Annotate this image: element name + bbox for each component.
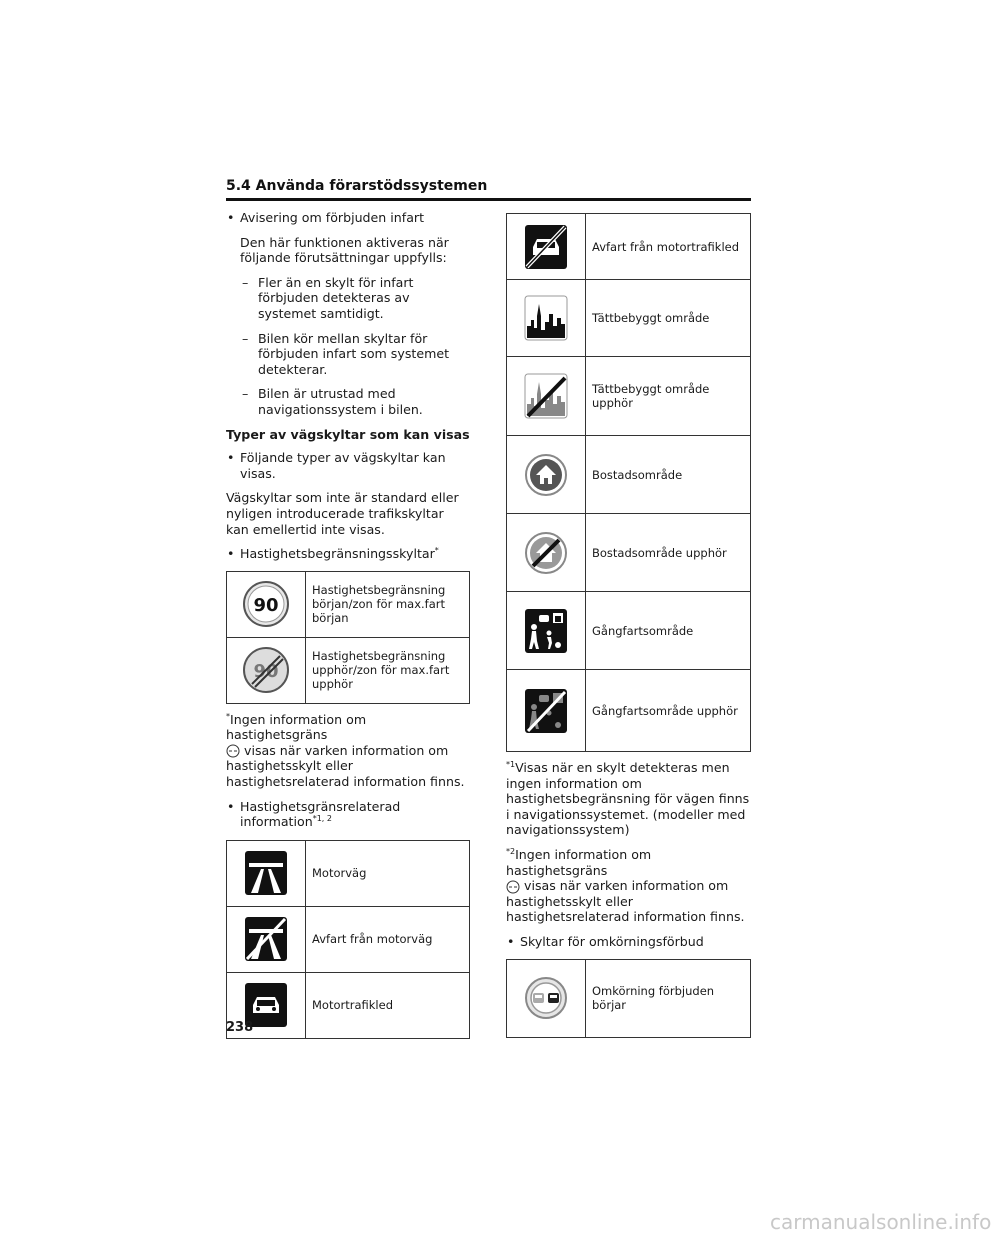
table-row: [507, 280, 751, 357]
residential-area-icon: [507, 436, 586, 514]
no-speed-info-icon: [226, 744, 240, 758]
condition-2: – Bilen kör mellan skyltar för förbjuden infart som systemet detekterar.: [226, 331, 470, 378]
page-number: 238: [226, 1020, 254, 1035]
sign-label: Bostadsområde upphör: [586, 514, 751, 592]
left-column: [226, 210, 470, 1047]
bullet-speed-related: • Hastighetsgränsrelaterad information$^{*1, 2}$: [226, 799, 470, 830]
sign-label: Tättbebyggt område: [586, 280, 751, 357]
sign-label: Gångfartsområde: [586, 592, 751, 670]
table-row: [227, 637, 470, 703]
road-sign-table: [506, 213, 751, 752]
table-row: [227, 571, 470, 637]
sign-label: Motortrafikled: [306, 972, 470, 1038]
table-row: [507, 959, 751, 1037]
sign-label: Omkörning förbjuden börjar: [586, 959, 751, 1037]
speed-footnote: *Ingen information om hastighetsgräns visas när varken information om hastighetsskylt eller hastighetsrelaterad information finns.: [226, 711, 465, 790]
table-row: [507, 214, 751, 280]
sign-label: Bostadsområde: [586, 436, 751, 514]
right-column: [506, 207, 751, 1046]
pedestrian-zone-icon: [507, 592, 586, 670]
table-row: [507, 357, 751, 436]
condition-1: – Fler än en skylt för infart förbjuden detekteras av systemet samtidigt.: [226, 275, 470, 322]
no-speed-info-icon: [506, 880, 520, 894]
svg-text:90: 90: [253, 595, 279, 617]
nonstandard-signs-paragraph: Vägskyltar som inte är standard eller nyligen introducerade trafikskyltar kan emellertid inte visas.: [226, 490, 459, 537]
motorway-end-icon: [227, 906, 306, 972]
built-up-area-icon: [507, 280, 586, 357]
subheading-sign-types: Typer av vägskyltar som kan visas: [226, 426, 470, 442]
footnote-2: $^{*2}$Ingen information om hastighetsgräns visas när varken information om hastighetsskylt eller hastighetsrelaterad information finns.: [506, 846, 745, 925]
table-row: [507, 436, 751, 514]
built-up-area-end-icon: [507, 357, 586, 436]
residential-area-end-icon: [507, 514, 586, 592]
sign-label: Avfart från motortrafikled: [586, 214, 751, 280]
expressway-end-icon: [507, 214, 586, 280]
table-row: [507, 592, 751, 670]
pedestrian-zone-end-icon: [507, 670, 586, 752]
overtaking-table: [506, 959, 751, 1038]
motorway-icon: [227, 840, 306, 906]
no-overtaking-icon: [507, 959, 586, 1037]
header-rule: [226, 198, 751, 201]
bullet-speed-signs: • Hastighetsbegränsningsskyltar*: [226, 546, 470, 562]
svg-text:90: 90: [253, 661, 279, 683]
sign-label: Hastighetsbegränsning början/zon för max.fart början: [306, 571, 470, 637]
table-row: [507, 670, 751, 752]
section-title: 5.4 Använda förarstödssystemen: [226, 178, 488, 194]
table-row: [507, 514, 751, 592]
table-row: [227, 906, 470, 972]
speed-sign-table: [226, 571, 470, 704]
table-row: [227, 840, 470, 906]
sign-label: Tättbebyggt område upphör: [586, 357, 751, 436]
speed-limit-90-icon: [227, 571, 306, 637]
speed-limit-90-end-icon: [227, 637, 306, 703]
sign-label: Hastighetsbegränsning upphör/zon för max.fart upphör: [306, 637, 470, 703]
bullet-prohibited-entry: • Avisering om förbjuden infart: [226, 210, 470, 226]
road-type-table: [226, 840, 470, 1039]
condition-3: – Bilen är utrustad med navigationssystem i bilen.: [226, 386, 470, 417]
watermark: carmanualsonline.info: [770, 1210, 991, 1234]
footnote-1: $^{*1}$Visas när en skylt detekteras men ingen information om hastighetsbegränsning för vägen finns i navigationssystemet. (modeller med navigationssystem): [506, 759, 750, 838]
bullet-overtaking: • Skyltar för omkörningsförbud: [506, 934, 751, 950]
sign-label: Motorväg: [306, 840, 470, 906]
bullet-sign-types: • Följande typer av vägskyltar kan visas.: [226, 450, 470, 481]
sign-label: Avfart från motorväg: [306, 906, 470, 972]
prohibited-entry-text: Den här funktionen aktiveras när följande förutsättningar uppfylls:: [240, 234, 449, 266]
table-row: [227, 972, 470, 1038]
sign-label: Gångfartsområde upphör: [586, 670, 751, 752]
